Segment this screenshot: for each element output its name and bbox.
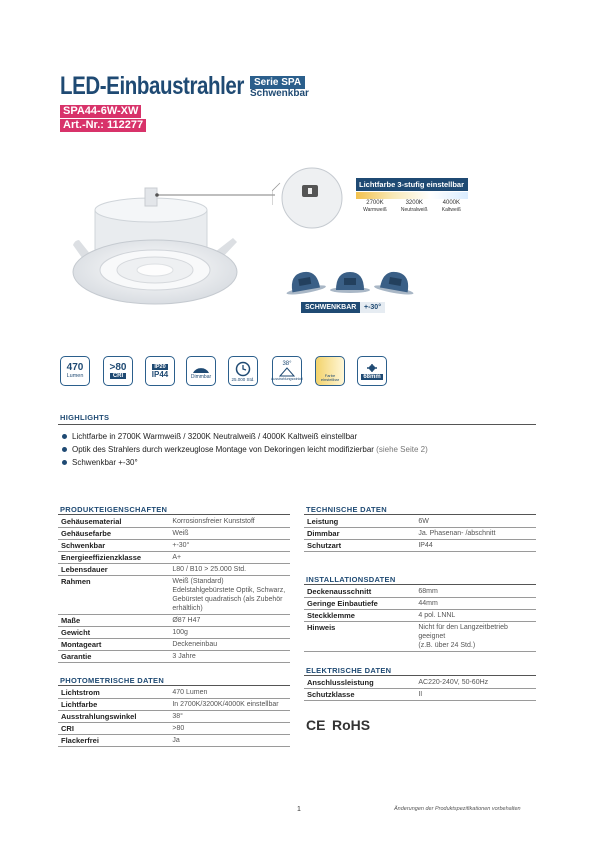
- table-row: [58, 687, 290, 699]
- spec-value: 4 pol. LNNL: [415, 610, 536, 622]
- table-row: [58, 723, 290, 735]
- page-number: 1: [297, 806, 301, 813]
- table-row: [58, 735, 290, 747]
- spec-key: Garantie: [58, 651, 169, 663]
- ip-badge: [145, 356, 175, 386]
- spec-key: Deckenausschnitt: [304, 586, 415, 598]
- highlight-item: [62, 432, 357, 441]
- lightcolor-title: Lichtfarbe 3-stufig einstellbar: [356, 178, 468, 191]
- photometric-table: [58, 687, 290, 747]
- spec-value: >80: [169, 723, 290, 735]
- spec-key: Dimmbar: [304, 528, 415, 540]
- spec-key: Maße: [58, 615, 169, 627]
- lightcolor-step: [442, 200, 461, 213]
- cri-label: CRI: [110, 373, 126, 379]
- clock-icon: [235, 361, 251, 377]
- table-row: [58, 639, 290, 651]
- spec-value: AC220-240V, 50-60Hz: [415, 677, 536, 689]
- spec-key: Anschlussleistung: [304, 677, 415, 689]
- lumen-badge: [60, 356, 90, 386]
- product-properties-divider: [58, 514, 290, 515]
- spec-key: Flackerfrei: [58, 735, 169, 747]
- article-number-badge: Art.-Nr.: 112277: [60, 119, 146, 132]
- spec-key: Gehäusematerial: [58, 516, 169, 528]
- spec-value: II: [415, 689, 536, 701]
- spec-key: Hinweis: [304, 622, 415, 652]
- spec-value: In 2700K/3200K/4000K einstellbar: [169, 699, 290, 711]
- table-row: [58, 615, 290, 627]
- beam-angle-label: Ausstrahlungswinkel: [271, 377, 303, 381]
- spot-icon: [363, 362, 381, 374]
- spec-value: L80 / B10 > 25.000 Std.: [169, 564, 290, 576]
- electrical-divider: [304, 675, 536, 676]
- technical-divider: [304, 514, 536, 515]
- product-properties-table: [58, 516, 290, 663]
- highlights-divider: [58, 424, 536, 425]
- highlights-title: HIGHLIGHTS: [60, 413, 110, 422]
- beam-angle-value: 38°: [282, 361, 292, 367]
- spec-key: Steckklemme: [304, 610, 415, 622]
- footer-note: Änderungen der Produktspezifikationen vorbehalten: [394, 806, 521, 812]
- spec-key: Ausstrahlungswinkel: [58, 711, 169, 723]
- table-row: [304, 689, 536, 701]
- table-row: [58, 627, 290, 639]
- lumen-value: 470: [66, 362, 84, 373]
- series-badge: Serie SPA: [250, 76, 305, 89]
- product-properties-title: PRODUKTEIGENSCHAFTEN: [60, 505, 168, 514]
- lightcolor-step-name: Kaltweiß: [441, 206, 461, 213]
- table-row: [58, 711, 290, 723]
- highlight-text: Optik des Strahlers durch werkzeuglose Montage von Dekoringen leicht modifizierbar: [72, 445, 374, 454]
- dimmable-badge: [186, 356, 216, 386]
- spec-value: Nicht für den Langzeitbetrieb geeignet (z.B. über 24 Std.): [415, 622, 536, 652]
- spec-value: 38°: [169, 711, 290, 723]
- table-row: [304, 677, 536, 689]
- ce-mark: CE: [306, 717, 326, 733]
- spec-value: Weiß (Standard) Edelstahlgebürstete Optik, Schwarz, Gebürstet quadratisch (als Zubehör erhältlich): [169, 576, 290, 615]
- model-badge: SPA44-6W-XW: [60, 105, 141, 118]
- table-row: [58, 528, 290, 540]
- lightcolor-step: [363, 200, 387, 213]
- table-row: [58, 564, 290, 576]
- spec-key: CRI: [58, 723, 169, 735]
- product-image: [55, 180, 285, 315]
- spec-key: Schwenkbar: [58, 540, 169, 552]
- installation-table: [304, 586, 536, 652]
- spec-key: Lichtfarbe: [58, 699, 169, 711]
- lightcolor-step-k: 4000K: [442, 200, 460, 206]
- technical-title: TECHNISCHE DATEN: [306, 505, 387, 514]
- highlight-note: (siehe Seite 2): [376, 445, 428, 454]
- photometric-title: PHOTOMETRISCHE DATEN: [60, 676, 165, 685]
- highlight-text: Lichtfarbe in 2700K Warmweiß / 3200K Neutralweiß / 4000K Kaltweiß einstellbar: [72, 432, 358, 441]
- dimmer-icon: [191, 362, 211, 374]
- spec-key: Montageart: [58, 639, 169, 651]
- table-row: [58, 699, 290, 711]
- table-row: [304, 610, 536, 622]
- spec-key: Lebensdauer: [58, 564, 169, 576]
- swivel-label: SCHWENKBAR: [301, 302, 360, 313]
- color-adjust-badge: [315, 356, 345, 386]
- cri-value: >80: [109, 362, 127, 373]
- swivel-value: +-30°: [360, 302, 385, 313]
- highlight-text: Schwenkbar +-30°: [72, 458, 138, 467]
- series-subtitle: Schwenkbar: [250, 88, 309, 99]
- installation-divider: [304, 584, 536, 585]
- table-row: [304, 586, 536, 598]
- lightcolor-step-k: 2700K: [366, 200, 384, 206]
- lightcolor-step-name: Warmweiß: [363, 206, 387, 213]
- table-row: [58, 540, 290, 552]
- swivel-illustration: [285, 268, 415, 298]
- cutout-badge: [357, 356, 387, 386]
- table-row: [304, 622, 536, 652]
- lightcolor-step-name: Neutralweiß: [400, 206, 428, 213]
- photometric-divider: [58, 685, 290, 686]
- spec-value: Ø87 H47: [169, 615, 290, 627]
- spec-value: Ja: [169, 735, 290, 747]
- ip44-label: IP44: [151, 369, 169, 379]
- spec-key: Schutzklasse: [304, 689, 415, 701]
- page-title: LED-Einbaustrahler: [60, 72, 244, 100]
- electrical-table: [304, 677, 536, 701]
- spec-key: Leistung: [304, 516, 415, 528]
- color-adjust-label: Farbe einstellbar: [320, 372, 340, 382]
- installation-title: INSTALLATIONSDATEN: [306, 575, 396, 584]
- cutout-label: 68mm: [363, 374, 381, 380]
- spec-value: A+: [169, 552, 290, 564]
- dimmable-label: Dimmbar: [190, 374, 212, 380]
- spec-value: Weiß: [169, 528, 290, 540]
- beam-angle-icon: [278, 367, 296, 377]
- color-switch-image: [272, 163, 352, 233]
- table-row: [304, 528, 536, 540]
- ip20-label: IP20: [154, 363, 166, 370]
- table-row: [304, 598, 536, 610]
- lightcolor-steps: [356, 200, 468, 213]
- spec-key: Lichtstrom: [58, 687, 169, 699]
- electrical-title: ELEKTRISCHE DATEN: [306, 666, 392, 675]
- highlight-item: [62, 445, 428, 454]
- spec-value: 470 Lumen: [169, 687, 290, 699]
- table-row: [58, 576, 290, 615]
- spec-value: Korrosionsfreier Kunststoff: [169, 516, 290, 528]
- spec-key: Geringe Einbautiefe: [304, 598, 415, 610]
- spec-value: 6W: [415, 516, 536, 528]
- spec-value: 100g: [169, 627, 290, 639]
- spec-value: +-30°: [169, 540, 290, 552]
- table-row: [58, 651, 290, 663]
- spec-value: Deckeneinbau: [169, 639, 290, 651]
- spec-value: 68mm: [415, 586, 536, 598]
- spec-value: 3 Jahre: [169, 651, 290, 663]
- table-row: [58, 552, 290, 564]
- spec-key: Rahmen: [58, 576, 169, 615]
- lightcolor-step: [401, 200, 428, 213]
- spec-key: Gewicht: [58, 627, 169, 639]
- lightcolor-step-k: 3200K: [405, 200, 423, 206]
- spec-value: IP44: [415, 540, 536, 552]
- technical-table: [304, 516, 536, 552]
- table-row: [58, 516, 290, 528]
- spec-key: Schutzart: [304, 540, 415, 552]
- spec-key: Gehäusefarbe: [58, 528, 169, 540]
- highlight-item: [62, 458, 138, 467]
- lightcolor-gradient-bar: [356, 192, 468, 199]
- lifetime-label: 25.000 Std.: [231, 376, 255, 382]
- rohs-mark: RoHS: [332, 717, 371, 733]
- table-row: [304, 516, 536, 528]
- beam-angle-badge: [272, 356, 302, 386]
- spec-value: Ja. Phasenan- /abschnitt: [415, 528, 536, 540]
- spec-value: 44mm: [415, 598, 536, 610]
- table-row: [304, 540, 536, 552]
- cri-badge: [103, 356, 133, 386]
- lifetime-badge: [228, 356, 258, 386]
- lumen-label: Lumen: [66, 373, 84, 379]
- spec-key: Energieeffizienzklasse: [58, 552, 169, 564]
